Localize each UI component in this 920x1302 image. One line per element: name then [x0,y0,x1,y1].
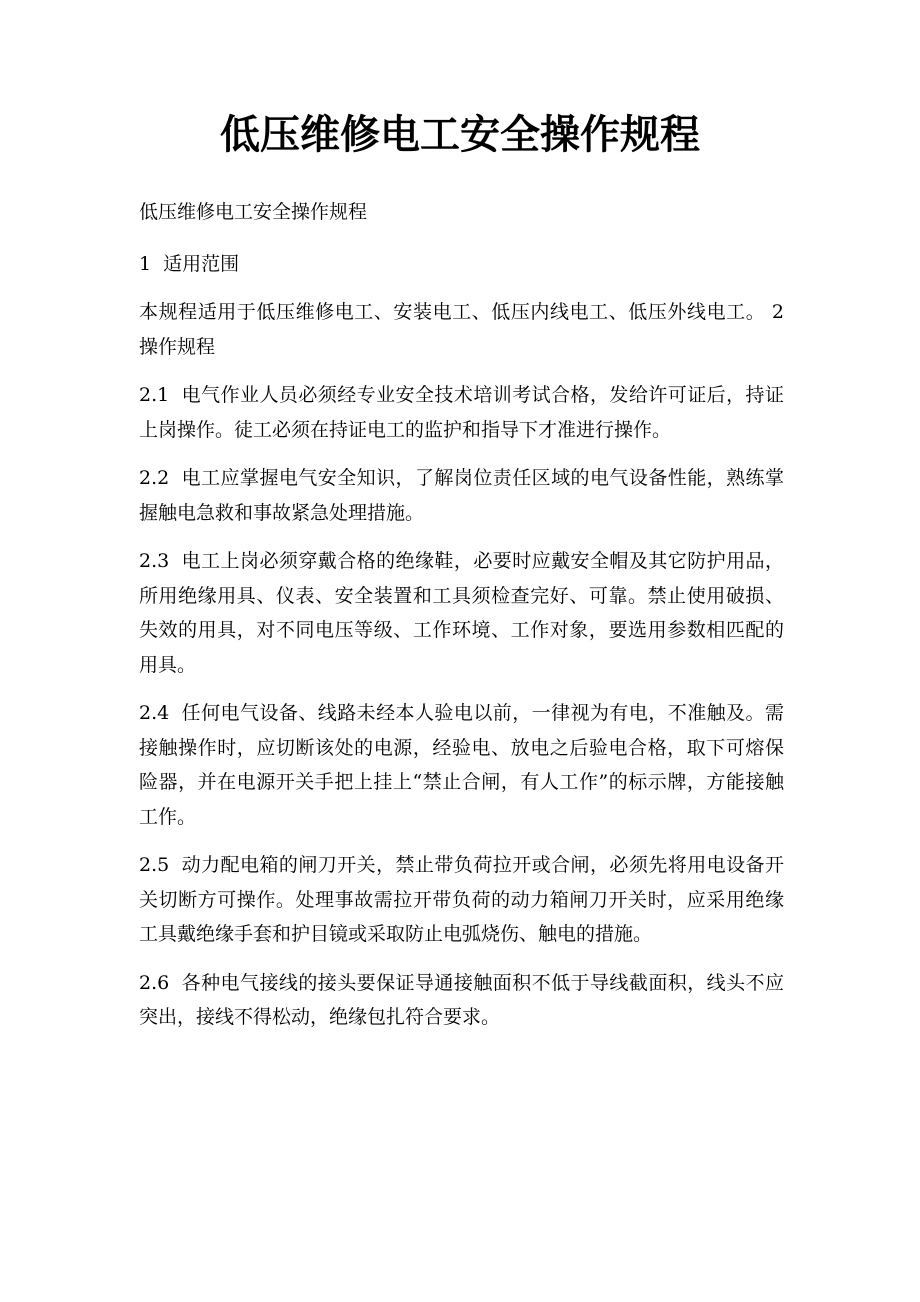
section-text: 任何电气设备、线路未经本人验电以前，一律视为有电，不准触及。需接触操作时，应切断该处的电源，经验电、放电之后验电合格，取下可熔保险器，并在电源开关手把上挂上“禁止合闸，有人工作”的标示牌，方能接触工作。 [139,702,784,828]
section-number: 2.5 [139,854,170,876]
section-text: 电工上岗必须穿戴合格的绝缘鞋，必要时应戴安全帽及其它防护用品，所用绝缘用具、仪表、安全装置和工具须检查完好、可靠。禁止使用破损、失效的用具，对不同电压等级、工作环境、工作对象，要选用参数相匹配的用具。 [139,550,784,676]
scope-paragraph [139,295,784,364]
section-number: 2.1 [139,384,170,406]
section-number: 2.3 [139,550,170,572]
document-subtitle: 低压维修电工安全操作规程 [139,201,368,223]
section-text: 电工应掌握电气安全知识，了解岗位责任区域的电气设备性能，熟练掌握触电急救和事故紧急处理措施。 [139,467,784,524]
section-2-4 [139,696,784,834]
section-1 [139,247,784,282]
section-2-6 [139,966,784,1035]
section-number: 2.4 [139,702,170,724]
section-text: 动力配电箱的闸刀开关，禁止带负荷拉开或合闸，必须先将用电设备开关切断方可操作。处理事故需拉开带负荷的动力箱闸刀开关时，应采用绝缘工具戴绝缘手套和护目镜或采取防止电弧烧伤、触电的措施。 [139,854,784,945]
section-number: 2.6 [139,971,170,994]
section-2-2 [139,461,784,530]
section-number: 2.2 [139,467,170,489]
section-2-3 [139,544,784,682]
section-2-5 [139,848,784,952]
section-text: 适用范围 [163,252,240,275]
section-text: 本规程适用于低压维修电工、安装电工、低压内线电工、低压外线电工。 2 操作规程 [139,301,784,358]
section-text: 电气作业人员必须经专业安全技术培训考试合格，发给许可证后，持证上岗操作。徒工必须在持证电工的监护和指导下才准进行操作。 [139,384,784,441]
section-text: 各种电气接线的接头要保证导通接触面积不低于导线截面积，线头不应突出，接线不得松动，绝缘包扎符合要求。 [139,971,784,1028]
document-body [139,195,784,1049]
section-2-1 [139,378,784,447]
section-number: 1 [139,252,152,275]
document-title: 低压维修电工安全操作规程 [220,111,700,158]
